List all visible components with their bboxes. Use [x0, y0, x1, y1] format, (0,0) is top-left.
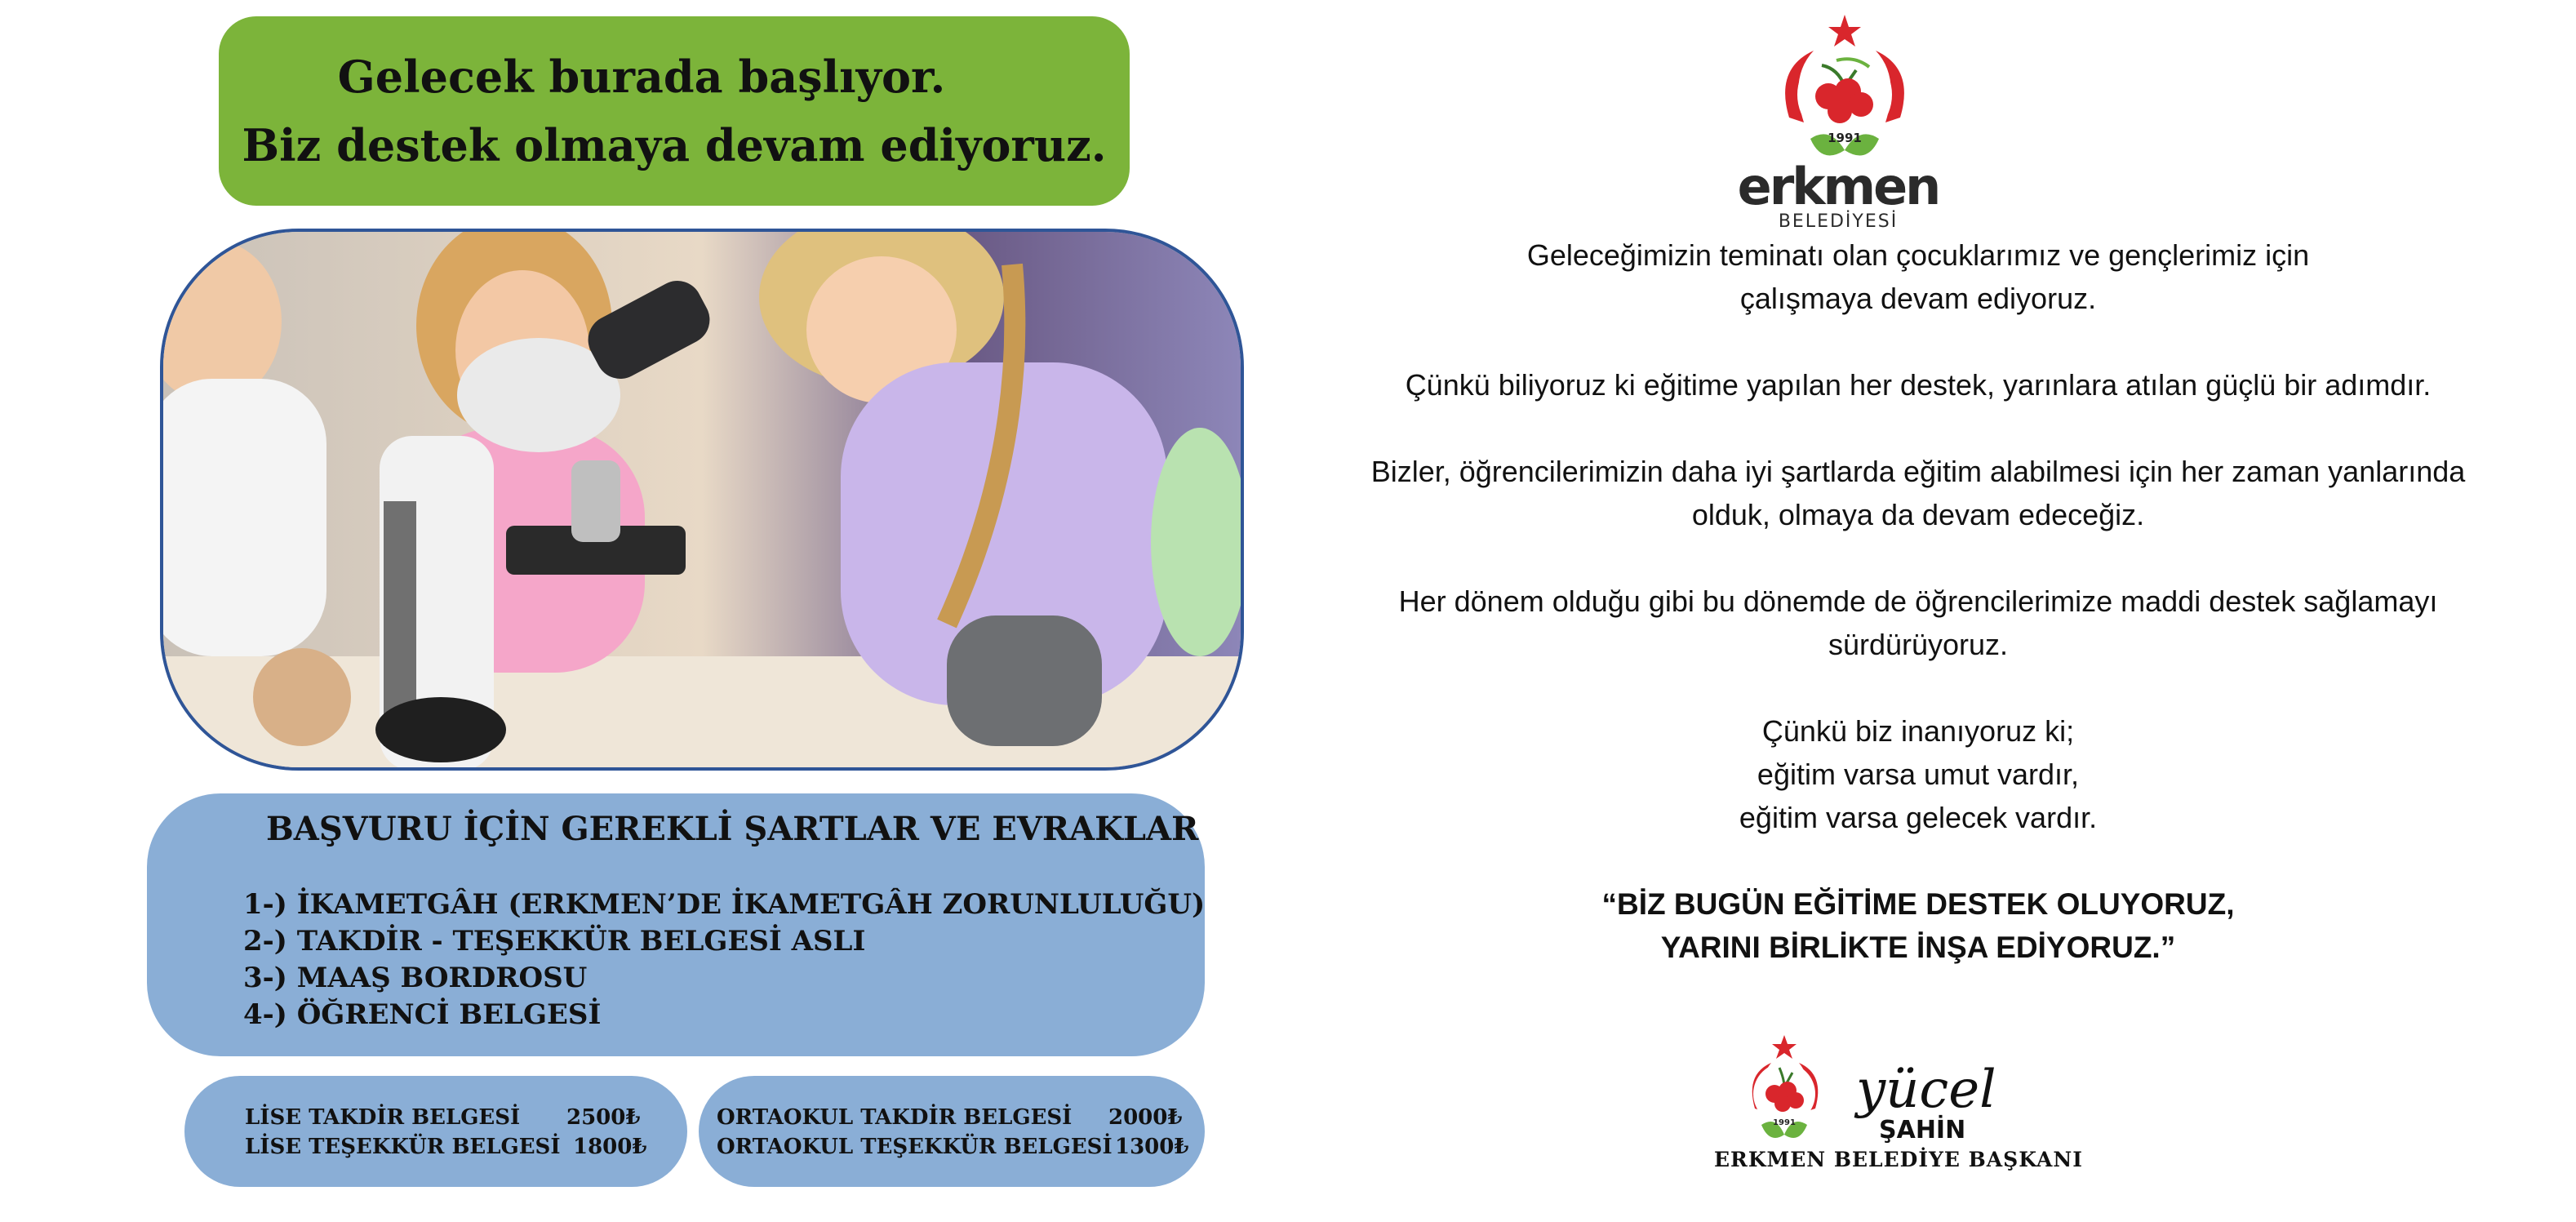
- paragraph-2: [1339, 363, 2498, 407]
- requirement-item: 4-) ÖĞRENCİ BELGESİ: [243, 998, 602, 1031]
- mayor-signature: [1851, 1053, 2014, 1144]
- price-amount: 1800₺: [573, 1135, 647, 1159]
- headline-line-2: Biz destek olmaya devam ediyoruz.: [242, 119, 1107, 171]
- lise-prices-box: [184, 1076, 687, 1187]
- paragraph-4: [1339, 580, 2498, 666]
- message-text: [1339, 233, 2498, 969]
- slogan: [1339, 882, 2498, 969]
- svg-text:1991: 1991: [1773, 1118, 1796, 1127]
- requirements-title: BAŞVURU İÇİN GEREKLİ ŞARTLAR VE EVRAKLAR: [266, 810, 1199, 848]
- text-line: eğitim varsa umut vardır,: [1757, 758, 2080, 791]
- star-icon: [1772, 1035, 1797, 1059]
- text-line: sürdürüyoruz.: [1828, 628, 2009, 661]
- paragraph-1: [1339, 233, 2498, 320]
- headline-line-1: Gelecek burada başlıyor.: [337, 51, 946, 103]
- requirements-list: [243, 887, 1205, 1033]
- text-line: Çünkü biliyoruz ki eğitime yapılan her destek, yarınlara atılan güçlü bir adımdır.: [1405, 368, 2432, 402]
- star-icon: [1828, 15, 1861, 47]
- requirement-item: 2-) TAKDİR - TEŞEKKÜR BELGESİ ASLI: [243, 925, 866, 958]
- slogan-line: “BİZ BUGÜN EĞİTİME DESTEK OLUYORUZ,: [1601, 887, 2235, 921]
- text-line: olduk, olmaya da devam edeceğiz.: [1691, 498, 2145, 531]
- slogan-line: YARINI BİRLİKTE İNŞA EDİYORUZ.”: [1660, 931, 2176, 964]
- mayor-title: ERKMEN BELEDİYE BAŞKANI: [1714, 1148, 2083, 1171]
- text-line: çalışmaya devam ediyoruz.: [1739, 282, 2097, 315]
- price-label: ORTAOKUL TAKDİR BELGESİ: [717, 1105, 1073, 1130]
- text-line: eğitim varsa gelecek vardır.: [1739, 801, 2098, 834]
- svg-text:BELEDİYESİ: BELEDİYESİ: [1778, 211, 1899, 230]
- paragraph-5: [1339, 709, 2498, 839]
- requirement-item: 1-) İKAMETGÂH (ERKMEN’DE İKAMETGÂH ZORUNLULUĞU): [243, 888, 1206, 921]
- price-label: LİSE TEŞEKKÜR BELGESİ: [245, 1135, 561, 1159]
- headline-banner: [219, 16, 1130, 206]
- erkmen-belediyesi-logo: [1732, 11, 1944, 230]
- svg-text:ŞAHİN: ŞAHİN: [1879, 1116, 1966, 1144]
- requirement-item: 3-) MAAŞ BORDROSU: [243, 962, 588, 994]
- price-label: LİSE TAKDİR BELGESİ: [245, 1105, 521, 1130]
- ortaokul-prices-box: [699, 1076, 1205, 1187]
- erkmen-emblem-small: [1737, 1033, 1833, 1144]
- students-microscope-photo: [160, 229, 1244, 771]
- price-amount: 1300₺: [1115, 1135, 1189, 1159]
- text-line: Çünkü biz inanıyoruz ki;: [1761, 714, 2075, 748]
- text-line: Geleceğimizin teminatı olan çocuklarımız ve gençlerimiz için: [1526, 238, 2310, 272]
- text-line: Her dönem olduğu gibi bu dönemde de öğrencilerimize maddi destek sağlamayı: [1398, 584, 2438, 618]
- price-amount: 2000₺: [1108, 1105, 1183, 1130]
- price-amount: 2500₺: [566, 1105, 641, 1130]
- svg-text:erkmen: erkmen: [1737, 157, 1939, 216]
- svg-text:yücel: yücel: [1856, 1060, 1996, 1120]
- requirements-box: [147, 793, 1205, 1056]
- paragraph-3: [1339, 450, 2498, 536]
- svg-text:1991: 1991: [1828, 131, 1862, 145]
- text-line: Bizler, öğrencilerimizin daha iyi şartlarda eğitim alabilmesi için her zaman yanlarında: [1370, 455, 2466, 488]
- price-label: ORTAOKUL TEŞEKKÜR BELGESİ: [717, 1135, 1113, 1159]
